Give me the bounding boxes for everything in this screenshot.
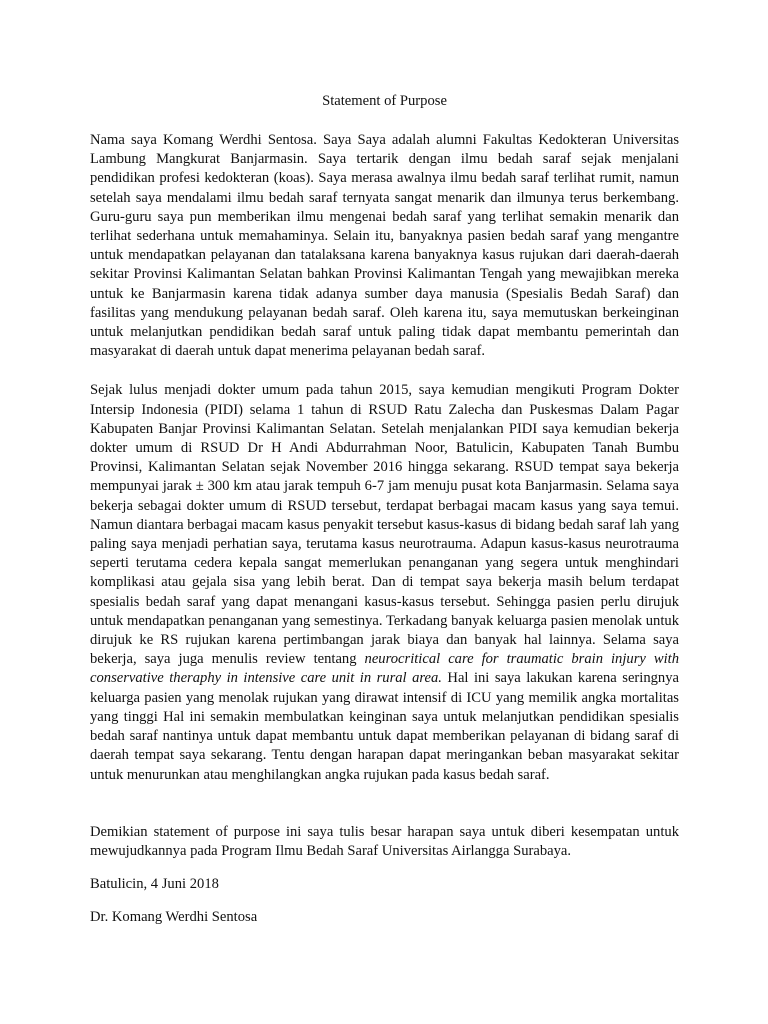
paragraph-intro: Nama saya Komang Werdhi Sentosa. Saya Saya adalah alumni Fakultas Kedokteran Universitas Lambung Mangkurat Banjarmasin. Saya tertarik dengan ilmu bedah saraf sejak menjalani pendidikan profesi kedokteran (koas). Saya merasa awalnya ilmu bedah saraf terlihat rumit, namun setelah saya mendalami ilmu bedah saraf ternyata sangat menarik dan ilmunya terus berkembang. Guru-guru saya pun memberikan ilmu mengenai bedah saraf yang terlihat semakin menarik dan terlihat sederhana untuk memahaminya. Selain itu, banyaknya pasien bedah saraf yang mengantre untuk mendapatkan pelayanan dan tatalaksana karena banyaknya kasus rujukan dari daerah-daerah sekitar Provinsi Kalimantan Selatan bahkan Provinsi Kalimantan Tengah yang mewajibkan mereka untuk ke Banjarmasin karena tidak adanya sumber daya manusia (Spesialis Bedah Saraf) dan fasilitas yang mendukung pelayanan bedah saraf. Oleh karena itu, saya memutuskan berkeinginan untuk melanjutkan pendidikan bedah saraf untuk paling tidak dapat membantu pemerintah dan masyarakat di daerah untuk dapat menerima pelayanan bedah saraf. (90, 132, 679, 360)
paragraph-closing: Demikian statement of purpose ini saya tulis besar harapan saya untuk diberi kesempatan untuk mewujudkannya pada Program Ilmu Bedah Saraf Universitas Airlangga Surabaya. (90, 823, 679, 859)
signature-name: Dr. Komang Werdhi Sentosa (90, 909, 258, 926)
document-title: Statement of Purpose (322, 93, 447, 109)
paragraph-experience (90, 381, 679, 784)
review-title-italic: neurocritical care for traumatic brain injury with conservative theraphy in intensive care unit in rural area. (90, 651, 679, 687)
place-date: Batulicin, 4 Juni 2018 (90, 876, 219, 893)
paragraph-experience-text-before: Sejak lulus menjadi dokter umum pada tahun 2015, saya kemudian mengikuti Program Dokter Intersip Indonesia (PIDI) selama 1 tahun di RSUD Ratu Zalecha dan Puskesmas Dalam Pagar Kabupaten Banjar Provinsi Kalimantan Selatan. Setelah menjalankan PIDI saya kemudian bekerja dokter umum di RSUD Dr H Andi Abdurrahman Noor, Batulicin, Kabupaten Tanah Bumbu Provinsi, Kalimantan Selatan sejak November 2016 hingga sekarang. RSUD tempat saya bekerja mempunyai jarak ± 300 km atau jarak tempuh 6-7 jam menuju pusat kota Banjarmasin. Selama saya bekerja sebagai dokter umum di RSUD tersebut, terdapat berbagai macam kasus yang saya temui. Namun diantara berbagai macam kasus penyakit tersebut kasus-kasus di bidang bedah saraf lah yang paling saya menjadi perhatian saya, terutama kasus neurotrauma. Adapun kasus-kasus neurotrauma seperti terutama cedera kepala sangat memerlukan penanganan yang segera untuk menghindari komplikasi atau gejala sisa yang lebih berat. Dan di tempat saya bekerja masih belum terdapat spesialis bedah saraf yang dapat menangani kasus-kasus tersebut. Sehingga pasien perlu dirujuk untuk mendapatkan penanganan yang semestinya. Terkadang banyak keluarga pasien menolak untuk dirujuk ke RS rujukan karena pertimbangan jarak biaya dan banyak hal lainnya. Selama saya bekerja, saya juga menulis review tentang (90, 382, 679, 668)
paragraph-experience-text-after: Hal ini saya lakukan karena seringnya keluarga pasien yang menolak rujukan yang dirawat intensif di ICU yang memilik angka mortalitas yang tinggi Hal ini semakin membulatkan keinginan saya untuk melanjutkan pendidikan spesialis bedah saraf nantinya untuk dapat membantu untuk dapat memberikan pelayanan di bidang saraf di daerah tempat saya sekarang. Tentu dengan harapan dapat meringankan beban masyarakat sekitar untuk menurunkan atau menghilangkan angka rujukan pada kasus bedah saraf. (90, 670, 679, 783)
